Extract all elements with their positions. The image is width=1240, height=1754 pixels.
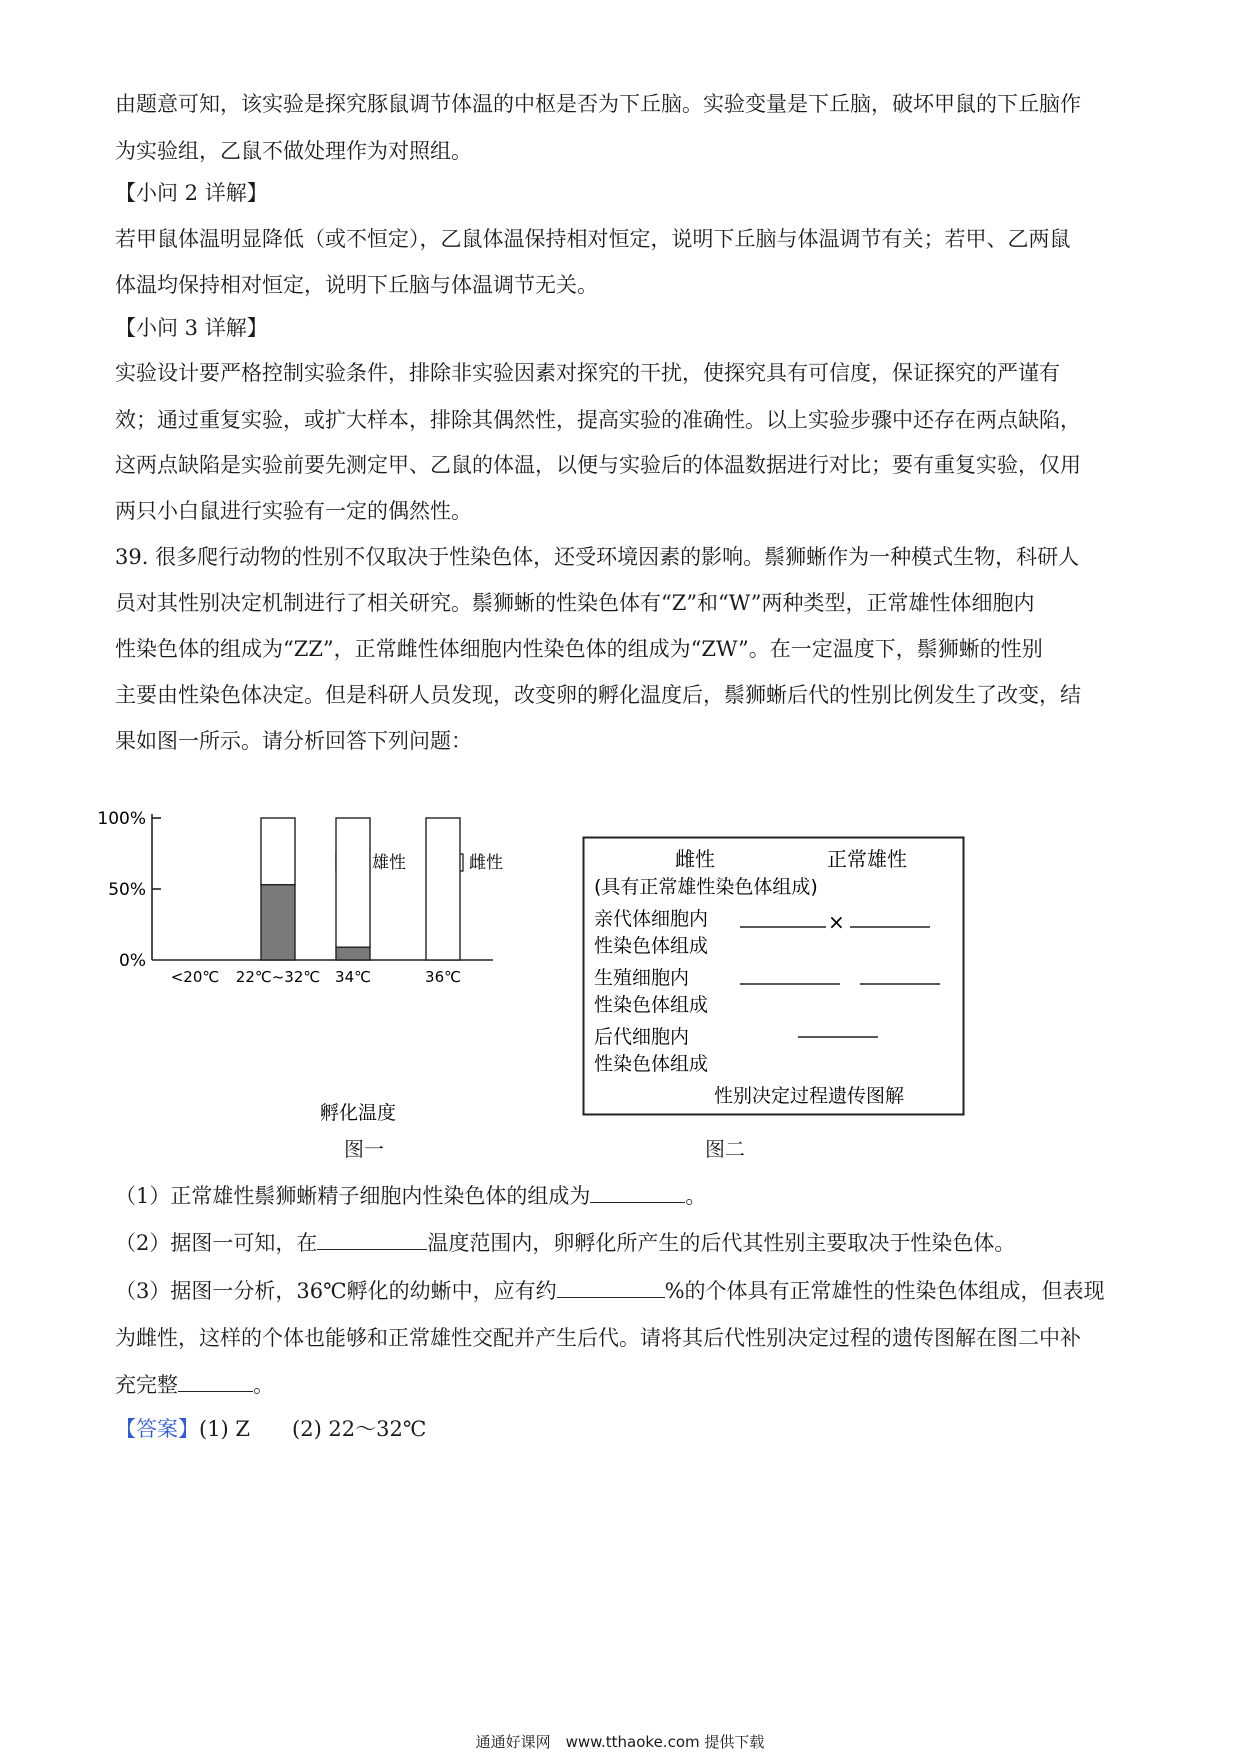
y-tick-label: 100% [97,809,146,829]
figure2-header-female: 雌性 [675,847,715,871]
question-stem-line: 39. 很多爬行动物的性别不仅取决于性染色体，还受环境因素的影响。鬃狮蜥作为一种模式生物，科研人 [115,545,1080,569]
figure2-row2-l1: 生殖细胞内 [594,967,690,989]
figure1-caption: 图一 [344,1137,384,1161]
question-stem-line: 性染色体的组成为“ZZ”，正常雌性体细胞内性染色体的组成为“ZW”。在一定温度下，鬃狮蜥的性别 [115,637,1043,661]
paragraph-line: 由题意可知，该实验是探究豚鼠调节体温的中枢是否为下丘脑。实验变量是下丘脑，破坏甲鼠的下丘脑作 [115,92,1081,116]
question-3-text-after: %的个体具有正常雄性的性染色体组成，但表现 [664,1279,1105,1303]
paragraph-line: 效；通过重复实验，或扩大样本，排除其偶然性，提高实验的准确性。以上实验步骤中还存在两点缺陷， [115,408,1081,432]
paragraph-line: 若甲鼠体温明显降低（或不恒定），乙鼠体温保持相对恒定，说明下丘脑与体温调节有关；若甲、乙两鼠 [115,227,1071,251]
answer-blank[interactable] [557,1296,665,1298]
section-heading: 【小问 3 详解】 [115,316,268,340]
figure2-diagram [582,836,967,1126]
question-2-text: （2）据图一可知，在 [115,1231,318,1255]
bar-female [426,818,460,960]
question-2-end: 温度范围内，卵孵化所产生的后代其性别主要取决于性染色体。 [427,1231,1016,1255]
figure2-footer: 性别决定过程遗传图解 [714,1085,905,1107]
x-tick-label: 36℃ [425,968,461,986]
x-tick-label: 22℃~32℃ [235,968,321,986]
page-footer: 通通好课网 www.tthaoke.com 提供下载 [475,1733,765,1751]
answer-tag: 【答案】 [115,1417,199,1441]
figure2-caption: 图二 [705,1137,745,1161]
question-3-text: （3）据图一分析，36℃孵化的幼蜥中，应有约 [115,1279,557,1303]
question-stem-line: 果如图一所示。请分析回答下列问题： [115,729,472,753]
bar-male [261,885,295,960]
section-heading: 【小问 2 详解】 [115,181,268,205]
question-3-line2: 为雌性，这样的个体也能够和正常雄性交配并产生后代。请将其后代性别决定过程的遗传图解在图二中补 [115,1326,1081,1350]
question-2 [115,1233,1015,1254]
question-stem-line: 主要由性染色体决定。但是科研人员发现，改变卵的孵化温度后，鬃狮蜥后代的性别比例发生了改变，结 [115,683,1081,707]
figure2-header-male: 正常雄性 [827,847,907,871]
answer-line [115,1419,426,1440]
chart-y-tick-labels [97,809,146,971]
figure2-row1-l2: 性染色体组成 [594,935,709,957]
figure1-chart [97,809,560,1160]
question-3-l3-end: 。 [253,1373,274,1397]
legend-label-male: 雄性 [372,853,406,873]
x-axis-title: 孵化温度 [319,1102,397,1124]
question-3-line3 [115,1375,274,1396]
y-tick-label: 50% [108,880,146,900]
paragraph-line: 为实验组，乙鼠不做处理作为对照组。 [115,139,472,163]
question-3 [115,1281,1105,1302]
bar-male [336,947,370,960]
x-tick-label: 34℃ [335,968,371,986]
chart-bars [261,818,460,960]
answer-blank[interactable] [590,1201,685,1203]
paragraph-line: 这两点缺陷是实验前要先测定甲、乙鼠的体温，以便与实验后的体温数据进行对比；要有重复实验，仅用 [115,453,1081,477]
chart-x-tick-labels [171,968,461,986]
figure2-row1-l1: 亲代体细胞内 [594,908,709,930]
x-tick-label: <20℃ [170,968,220,986]
figure2-row3-l2: 性染色体组成 [594,1053,709,1075]
bar-female [261,818,295,885]
answer-text: (1) Z (2) 22～32℃ [199,1417,427,1441]
paragraph-line: 体温均保持相对恒定，说明下丘脑与体温调节无关。 [115,273,598,297]
question-stem-line: 员对其性别决定机制进行了相关研究。鬃狮蜥的性染色体有“Z”和“W”两种类型，正常雄性体细胞内 [115,591,1035,615]
paragraph-line: 实验设计要严格控制实验条件，排除非实验因素对探究的干扰，使探究具有可信度，保证探究的严谨有 [115,361,1060,385]
cross-symbol: × [828,910,845,934]
paragraph-line: 两只小白鼠进行实验有一定的偶然性。 [115,499,472,523]
answer-blank[interactable] [178,1390,253,1392]
legend-label-female: 雌性 [469,853,503,873]
figure2-row2-l2: 性染色体组成 [594,994,709,1016]
question-1 [115,1186,706,1207]
question-3-l3-text: 充完整 [115,1373,178,1397]
y-tick-label: 0% [119,951,146,971]
answer-blank[interactable] [317,1248,427,1250]
bar-female [336,818,370,947]
figure2-row3-l1: 后代细胞内 [594,1026,690,1048]
figure2-subheader: (具有正常雄性染色体组成) [594,876,818,898]
question-1-end: 。 [685,1184,707,1208]
question-1-text: （1）正常雄性鬃狮蜥精子细胞内性染色体的组成为 [115,1184,591,1208]
